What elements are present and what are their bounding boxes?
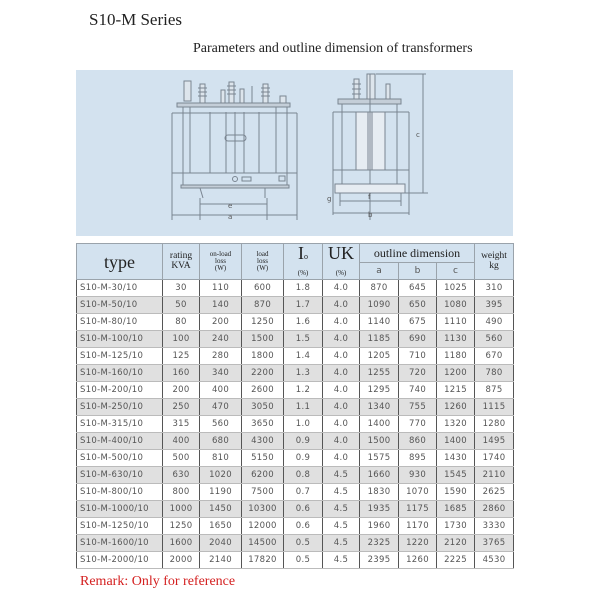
cell-dim-a: 2325 (360, 535, 399, 552)
table-body (77, 280, 514, 569)
cell-uk: 4.5 (323, 484, 360, 501)
cell-dim-c: 1320 (437, 416, 475, 433)
cell-dim-c: 2120 (437, 535, 475, 552)
cell-rating-kva: 160 (163, 365, 200, 382)
cell-noload-loss: 680 (200, 433, 242, 450)
cell-weight: 875 (475, 382, 514, 399)
cell-dim-a: 1295 (360, 382, 399, 399)
cell-load-loss: 1250 (242, 314, 284, 331)
cell-uk: 4.0 (323, 314, 360, 331)
cell-dim-b: 1070 (399, 484, 437, 501)
cell-noload-loss: 810 (200, 450, 242, 467)
cell-load-loss: 1500 (242, 331, 284, 348)
cell-weight: 310 (475, 280, 514, 297)
cell-rating-kva: 250 (163, 399, 200, 416)
cell-type: S10-M-800/10 (77, 484, 163, 501)
cell-noload-loss: 1450 (200, 501, 242, 518)
cell-rating-kva: 800 (163, 484, 200, 501)
cell-uk: 4.0 (323, 399, 360, 416)
cell-dim-a: 1400 (360, 416, 399, 433)
cell-io: 1.2 (284, 382, 323, 399)
cell-uk: 4.0 (323, 297, 360, 314)
parameters-table (76, 243, 514, 569)
cell-io: 1.4 (284, 348, 323, 365)
col-header-weight (475, 244, 514, 280)
cell-noload-loss: 2040 (200, 535, 242, 552)
cell-uk: 4.5 (323, 535, 360, 552)
cell-dim-c: 1260 (437, 399, 475, 416)
cell-dim-b: 770 (399, 416, 437, 433)
dim-label-g: g (327, 195, 332, 203)
cell-noload-loss: 140 (200, 297, 242, 314)
cell-weight: 2860 (475, 501, 514, 518)
cell-weight: 670 (475, 348, 514, 365)
cell-dim-b: 1175 (399, 501, 437, 518)
table-row (77, 365, 514, 382)
col-header-io (284, 244, 323, 280)
cell-weight: 2110 (475, 467, 514, 484)
cell-noload-loss: 340 (200, 365, 242, 382)
cell-rating-kva: 1000 (163, 501, 200, 518)
cell-dim-b: 860 (399, 433, 437, 450)
cell-type: S10-M-200/10 (77, 382, 163, 399)
cell-type: S10-M-160/10 (77, 365, 163, 382)
cell-io: 0.9 (284, 433, 323, 450)
cell-load-loss: 1800 (242, 348, 284, 365)
cell-load-loss: 6200 (242, 467, 284, 484)
transformer-outline-diagram (76, 70, 513, 236)
cell-dim-c: 1130 (437, 331, 475, 348)
dim-label-f: f (368, 193, 371, 201)
header-weight-line2: kg (489, 260, 499, 271)
col-header-rating (163, 244, 200, 280)
cell-rating-kva: 400 (163, 433, 200, 450)
cell-dim-b: 1220 (399, 535, 437, 552)
cell-weight: 4530 (475, 552, 514, 569)
cell-load-loss: 3650 (242, 416, 284, 433)
cell-load-loss: 2200 (242, 365, 284, 382)
col-header-c: c (437, 263, 475, 280)
remark-note: Remark: Only for reference (80, 574, 236, 589)
cell-load-loss: 3050 (242, 399, 284, 416)
table-row (77, 382, 514, 399)
header-type-text: type (104, 251, 135, 272)
cell-noload-loss: 560 (200, 416, 242, 433)
cell-rating-kva: 1250 (163, 518, 200, 535)
cell-rating-kva: 1600 (163, 535, 200, 552)
cell-noload-loss: 1020 (200, 467, 242, 484)
header-weight-line1: weight (481, 251, 507, 261)
header-noload-line3: (W) (214, 264, 227, 272)
cell-weight: 1740 (475, 450, 514, 467)
cell-uk: 4.5 (323, 467, 360, 484)
header-load-line3: (W) (256, 264, 269, 272)
dim-label-c: c (416, 131, 420, 139)
header-noload-line2: loss (215, 257, 226, 265)
cell-type: S10-M-1600/10 (77, 535, 163, 552)
cell-rating-kva: 50 (163, 297, 200, 314)
cell-type: S10-M-2000/10 (77, 552, 163, 569)
cell-noload-loss: 470 (200, 399, 242, 416)
cell-load-loss: 600 (242, 280, 284, 297)
cell-dim-b: 720 (399, 365, 437, 382)
cell-uk: 4.0 (323, 348, 360, 365)
cell-dim-c: 1430 (437, 450, 475, 467)
cell-rating-kva: 200 (163, 382, 200, 399)
cell-weight: 3330 (475, 518, 514, 535)
cell-dim-a: 1205 (360, 348, 399, 365)
cell-noload-loss: 110 (200, 280, 242, 297)
cell-dim-b: 645 (399, 280, 437, 297)
cell-dim-a: 870 (360, 280, 399, 297)
col-header-outline-dimension: outline dimension (360, 244, 475, 263)
cell-type: S10-M-315/10 (77, 416, 163, 433)
cell-noload-loss: 1650 (200, 518, 242, 535)
cell-type: S10-M-630/10 (77, 467, 163, 484)
cell-rating-kva: 125 (163, 348, 200, 365)
cell-uk: 4.0 (323, 450, 360, 467)
cell-dim-c: 2225 (437, 552, 475, 569)
cell-weight: 395 (475, 297, 514, 314)
cell-noload-loss: 1190 (200, 484, 242, 501)
cell-dim-b: 710 (399, 348, 437, 365)
col-header-load-loss (242, 244, 284, 280)
cell-rating-kva: 2000 (163, 552, 200, 569)
cell-dim-a: 1960 (360, 518, 399, 535)
cell-io: 0.6 (284, 501, 323, 518)
cell-noload-loss: 400 (200, 382, 242, 399)
cell-weight: 780 (475, 365, 514, 382)
cell-rating-kva: 30 (163, 280, 200, 297)
cell-weight: 1280 (475, 416, 514, 433)
cell-type: S10-M-30/10 (77, 280, 163, 297)
table-row (77, 552, 514, 569)
col-header-uk (323, 244, 360, 280)
cell-load-loss: 17820 (242, 552, 284, 569)
cell-load-loss: 14500 (242, 535, 284, 552)
cell-dim-a: 1140 (360, 314, 399, 331)
col-header-a: a (360, 263, 399, 280)
table-row (77, 399, 514, 416)
cell-load-loss: 10300 (242, 501, 284, 518)
cell-io: 0.9 (284, 450, 323, 467)
cell-weight: 2625 (475, 484, 514, 501)
cell-dim-b: 755 (399, 399, 437, 416)
table-row (77, 280, 514, 297)
cell-dim-c: 1545 (437, 467, 475, 484)
cell-io: 0.5 (284, 552, 323, 569)
series-title: S10-M Series (89, 10, 183, 29)
cell-io: 1.6 (284, 314, 323, 331)
cell-io: 0.6 (284, 518, 323, 535)
table-row (77, 535, 514, 552)
cell-dim-a: 1935 (360, 501, 399, 518)
cell-dim-a: 1830 (360, 484, 399, 501)
cell-dim-b: 895 (399, 450, 437, 467)
diagram-drawing (76, 70, 513, 236)
cell-dim-a: 1575 (360, 450, 399, 467)
cell-dim-c: 1215 (437, 382, 475, 399)
col-header-b: b (399, 263, 437, 280)
table-row (77, 484, 514, 501)
cell-dim-a: 1340 (360, 399, 399, 416)
cell-dim-b: 675 (399, 314, 437, 331)
header-noload-line1: on-load (209, 250, 232, 258)
cell-type: S10-M-125/10 (77, 348, 163, 365)
cell-noload-loss: 240 (200, 331, 242, 348)
table-row (77, 501, 514, 518)
header-load-line2: loss (257, 257, 268, 265)
cell-type: S10-M-1000/10 (77, 501, 163, 518)
table-row (77, 518, 514, 535)
cell-dim-b: 740 (399, 382, 437, 399)
cell-dim-c: 1590 (437, 484, 475, 501)
cell-dim-c: 1180 (437, 348, 475, 365)
cell-dim-c: 1080 (437, 297, 475, 314)
cell-noload-loss: 2140 (200, 552, 242, 569)
cell-dim-b: 930 (399, 467, 437, 484)
cell-uk: 4.0 (323, 382, 360, 399)
cell-uk: 4.5 (323, 552, 360, 569)
cell-type: S10-M-80/10 (77, 314, 163, 331)
header-io-text: I (298, 243, 304, 263)
cell-load-loss: 5150 (242, 450, 284, 467)
side-view (333, 74, 428, 220)
cell-rating-kva: 315 (163, 416, 200, 433)
cell-io: 1.0 (284, 416, 323, 433)
cell-dim-b: 1170 (399, 518, 437, 535)
cell-uk: 4.0 (323, 280, 360, 297)
cell-dim-a: 1185 (360, 331, 399, 348)
dim-label-b: b (368, 211, 373, 219)
cell-io: 1.8 (284, 280, 323, 297)
cell-type: S10-M-100/10 (77, 331, 163, 348)
header-rating-line2: KVA (171, 260, 191, 271)
table-row (77, 467, 514, 484)
table-row (77, 314, 514, 331)
cell-noload-loss: 280 (200, 348, 242, 365)
table-row (77, 331, 514, 348)
table-row (77, 450, 514, 467)
cell-type: S10-M-250/10 (77, 399, 163, 416)
cell-dim-b: 1260 (399, 552, 437, 569)
cell-weight: 1495 (475, 433, 514, 450)
cell-dim-a: 2395 (360, 552, 399, 569)
cell-type: S10-M-500/10 (77, 450, 163, 467)
cell-io: 1.1 (284, 399, 323, 416)
cell-type: S10-M-1250/10 (77, 518, 163, 535)
cell-io: 0.8 (284, 467, 323, 484)
cell-load-loss: 7500 (242, 484, 284, 501)
cell-type: S10-M-400/10 (77, 433, 163, 450)
page-subtitle: Parameters and outline dimension of transformers (193, 41, 473, 56)
cell-noload-loss: 200 (200, 314, 242, 331)
cell-uk: 4.5 (323, 518, 360, 535)
cell-rating-kva: 500 (163, 450, 200, 467)
table-row (77, 416, 514, 433)
header-uk-text: UK (328, 243, 354, 263)
header-rating-line1: rating (169, 251, 193, 261)
cell-uk: 4.5 (323, 501, 360, 518)
cell-load-loss: 12000 (242, 518, 284, 535)
cell-dim-c: 1730 (437, 518, 475, 535)
cell-load-loss: 2600 (242, 382, 284, 399)
header-io-sub: o (304, 252, 308, 261)
cell-weight: 490 (475, 314, 514, 331)
table-row (77, 433, 514, 450)
dim-label-a: a (228, 213, 233, 221)
cell-dim-c: 1685 (437, 501, 475, 518)
dim-label-e: e (228, 202, 233, 210)
cell-dim-b: 690 (399, 331, 437, 348)
cell-io: 1.3 (284, 365, 323, 382)
cell-io: 1.5 (284, 331, 323, 348)
header-io-unit: (%) (297, 269, 309, 277)
cell-uk: 4.0 (323, 416, 360, 433)
cell-dim-c: 1400 (437, 433, 475, 450)
cell-io: 0.5 (284, 535, 323, 552)
table-row (77, 348, 514, 365)
cell-load-loss: 870 (242, 297, 284, 314)
cell-load-loss: 4300 (242, 433, 284, 450)
cell-rating-kva: 80 (163, 314, 200, 331)
cell-weight: 560 (475, 331, 514, 348)
cell-uk: 4.0 (323, 331, 360, 348)
cell-weight: 1115 (475, 399, 514, 416)
cell-dim-c: 1025 (437, 280, 475, 297)
cell-dim-a: 1660 (360, 467, 399, 484)
cell-dim-a: 1255 (360, 365, 399, 382)
cell-io: 0.7 (284, 484, 323, 501)
cell-weight: 3765 (475, 535, 514, 552)
cell-dim-a: 1500 (360, 433, 399, 450)
cell-uk: 4.0 (323, 365, 360, 382)
col-header-type (77, 244, 163, 280)
cell-rating-kva: 630 (163, 467, 200, 484)
cell-type: S10-M-50/10 (77, 297, 163, 314)
cell-io: 1.7 (284, 297, 323, 314)
table-row (77, 297, 514, 314)
header-uk-unit: (%) (335, 269, 347, 277)
cell-dim-b: 650 (399, 297, 437, 314)
front-view (172, 81, 297, 220)
header-load-line1: load (256, 250, 269, 258)
cell-dim-a: 1090 (360, 297, 399, 314)
cell-dim-c: 1200 (437, 365, 475, 382)
cell-dim-c: 1110 (437, 314, 475, 331)
cell-uk: 4.0 (323, 433, 360, 450)
cell-rating-kva: 100 (163, 331, 200, 348)
col-header-noload-loss (200, 244, 242, 280)
